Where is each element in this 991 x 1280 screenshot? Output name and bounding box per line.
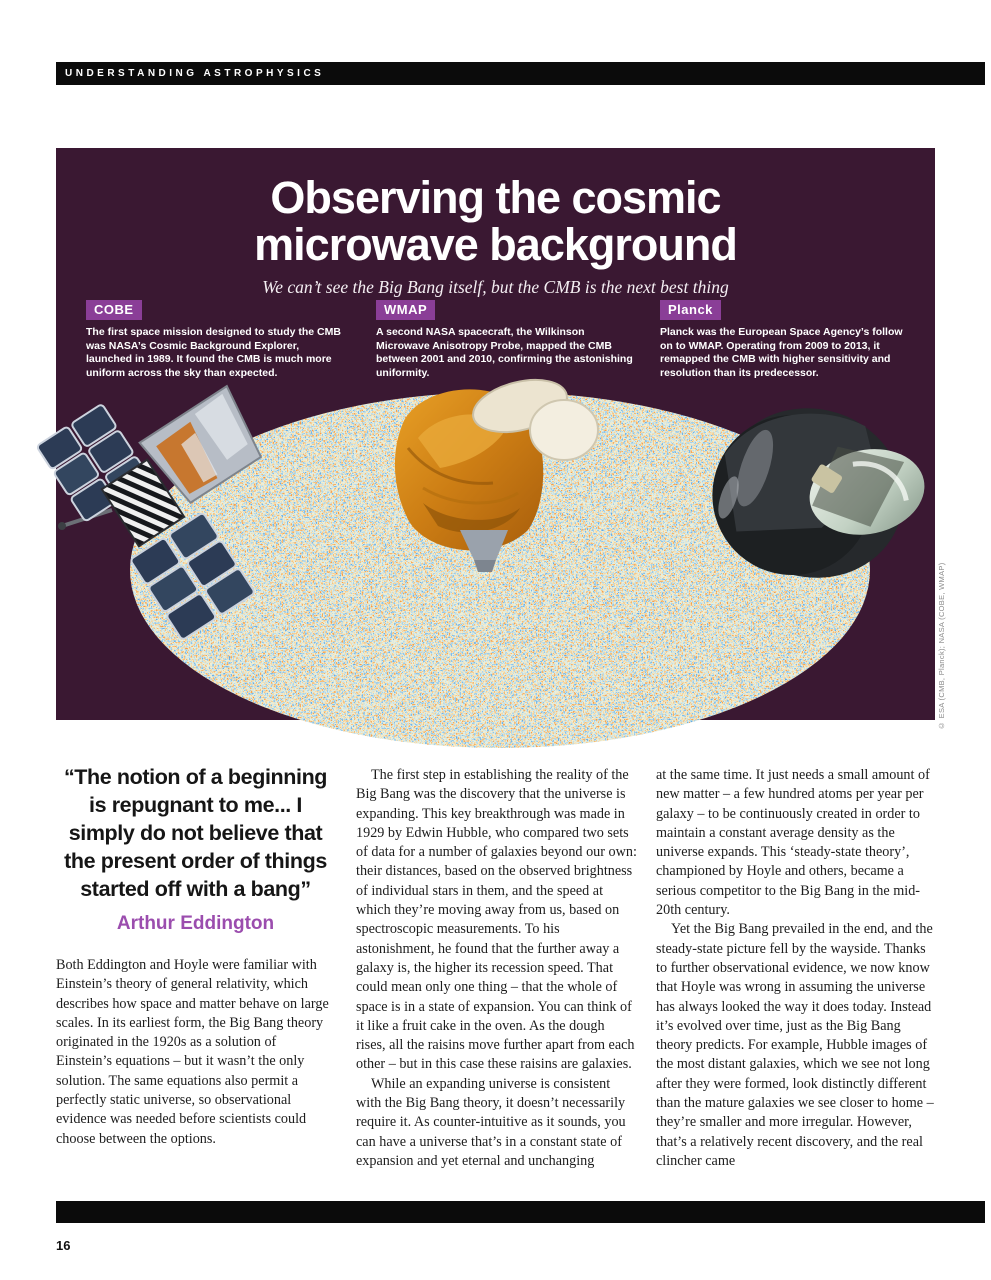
planck-description: Planck was the European Space Agency’s follow on to WMAP. Operating from 2009 to 2013, it remapped the CMB with higher sensitivity and resolution than its predecessor. bbox=[660, 326, 903, 379]
planck-badge: Planck bbox=[660, 300, 721, 320]
cobe-description: The first space mission designed to study the CMB was NASA’s Cosmic Background Explorer, launched in 1989. It found the CMB is much more uniform across the sky than expected. bbox=[86, 326, 341, 379]
kicker-text: UNDERSTANDING ASTROPHYSICS bbox=[65, 68, 325, 79]
mission-planck bbox=[660, 300, 918, 380]
mission-callouts bbox=[56, 300, 935, 390]
photo-credit: © ESA (CMB, Planck); NASA (COBE, WMAP) bbox=[937, 562, 946, 730]
article-title-line1: Observing the cosmic bbox=[270, 172, 721, 223]
bottom-rule bbox=[56, 1201, 985, 1223]
article-column-3 bbox=[656, 766, 936, 1171]
article-column-2 bbox=[356, 766, 637, 1171]
page-number: 16 bbox=[56, 1238, 71, 1253]
pull-quote: “The notion of a beginning is repugnant to me... I simply do not believe that the present order of things started off with a bang” bbox=[63, 765, 328, 901]
quote-attribution: Arthur Eddington bbox=[116, 913, 275, 934]
body-paragraph: Yet the Big Bang prevailed in the end, and the steady-state picture fell by the wayside. Thanks to further observational evidence, we now know that Hoyle was wrong in assuming the universe has always looked the way it does today. Instead it’s evolved over time, just as the Big Bang theory predicts. For example, Hubble images of the most distant galaxies, which we see not long after they were formed, look distinctly different than the mature galaxies we see closer to home – they’re smaller and more irregular. However, that’s a relatively recent discovery, and the real clincher came bbox=[656, 921, 934, 1169]
cmb-artwork bbox=[0, 148, 935, 748]
article-title-line2: microwave background bbox=[254, 219, 737, 270]
article-column-1 bbox=[56, 763, 335, 1149]
mission-wmap bbox=[376, 300, 634, 380]
hero-panel bbox=[56, 148, 935, 720]
body-paragraph: While an expanding universe is consistent with the Big Bang theory, it doesn’t necessarily require it. As counter-intuitive as it sounds, you can have a universe that’s in a constant state of expansion and yet eternal and unchanging bbox=[356, 1075, 626, 1169]
kicker-bar bbox=[56, 62, 985, 85]
wmap-description: A second NASA spacecraft, the Wilkinson Microwave Anisotropy Probe, mapped the CMB between 2001 and 2010, confirming the astonishing uniformity. bbox=[376, 326, 633, 379]
body-paragraph: The first step in establishing the reality of the Big Bang was the discovery that the universe is expanding. This key breakthrough was made in 1929 by Edwin Hubble, who compared two sets of data for a number of galaxies beyond our own: their distances, based on the observed brightness of individual stars in them, and the speed at which they’re moving away from us, based on spectroscopic measurements. To his astonishment, he found that the further away a galaxy is, the higher its recession speed. That could mean only one thing – that the whole of space is in a state of expansion. You can think of it like a fruit cake in the oven. As the dough rises, all the raisins move further apart from each other – but in this case these raisins are galaxies. bbox=[356, 767, 637, 1073]
cobe-badge: COBE bbox=[86, 300, 142, 320]
mission-cobe bbox=[86, 300, 344, 380]
body-paragraph: at the same time. It just needs a small amount of new matter – a few hundred atoms per year per galaxy – to be continuously created in order to maintain a constant average density as the universe expands. This ‘steady-state theory’, championed by Hoyle and others, became a serious competitor to the Big Bang in the mid-20th century. bbox=[656, 767, 930, 919]
wmap-badge: WMAP bbox=[376, 300, 435, 320]
body-paragraph: Both Eddington and Hoyle were familiar with Einstein’s theory of general relativity, which describes how space and matter behave on large scales. In its earliest form, the Big Bang theory originated in the 1920s as a solution of Einstein’s equations – but it wasn’t the only solution. The same equations also permit a perfectly static universe, so observational evidence was needed before scientists could choose between the options. bbox=[56, 957, 329, 1147]
article-standfirst: We can’t see the Big Bang itself, but the CMB is the next best thing bbox=[262, 277, 729, 297]
